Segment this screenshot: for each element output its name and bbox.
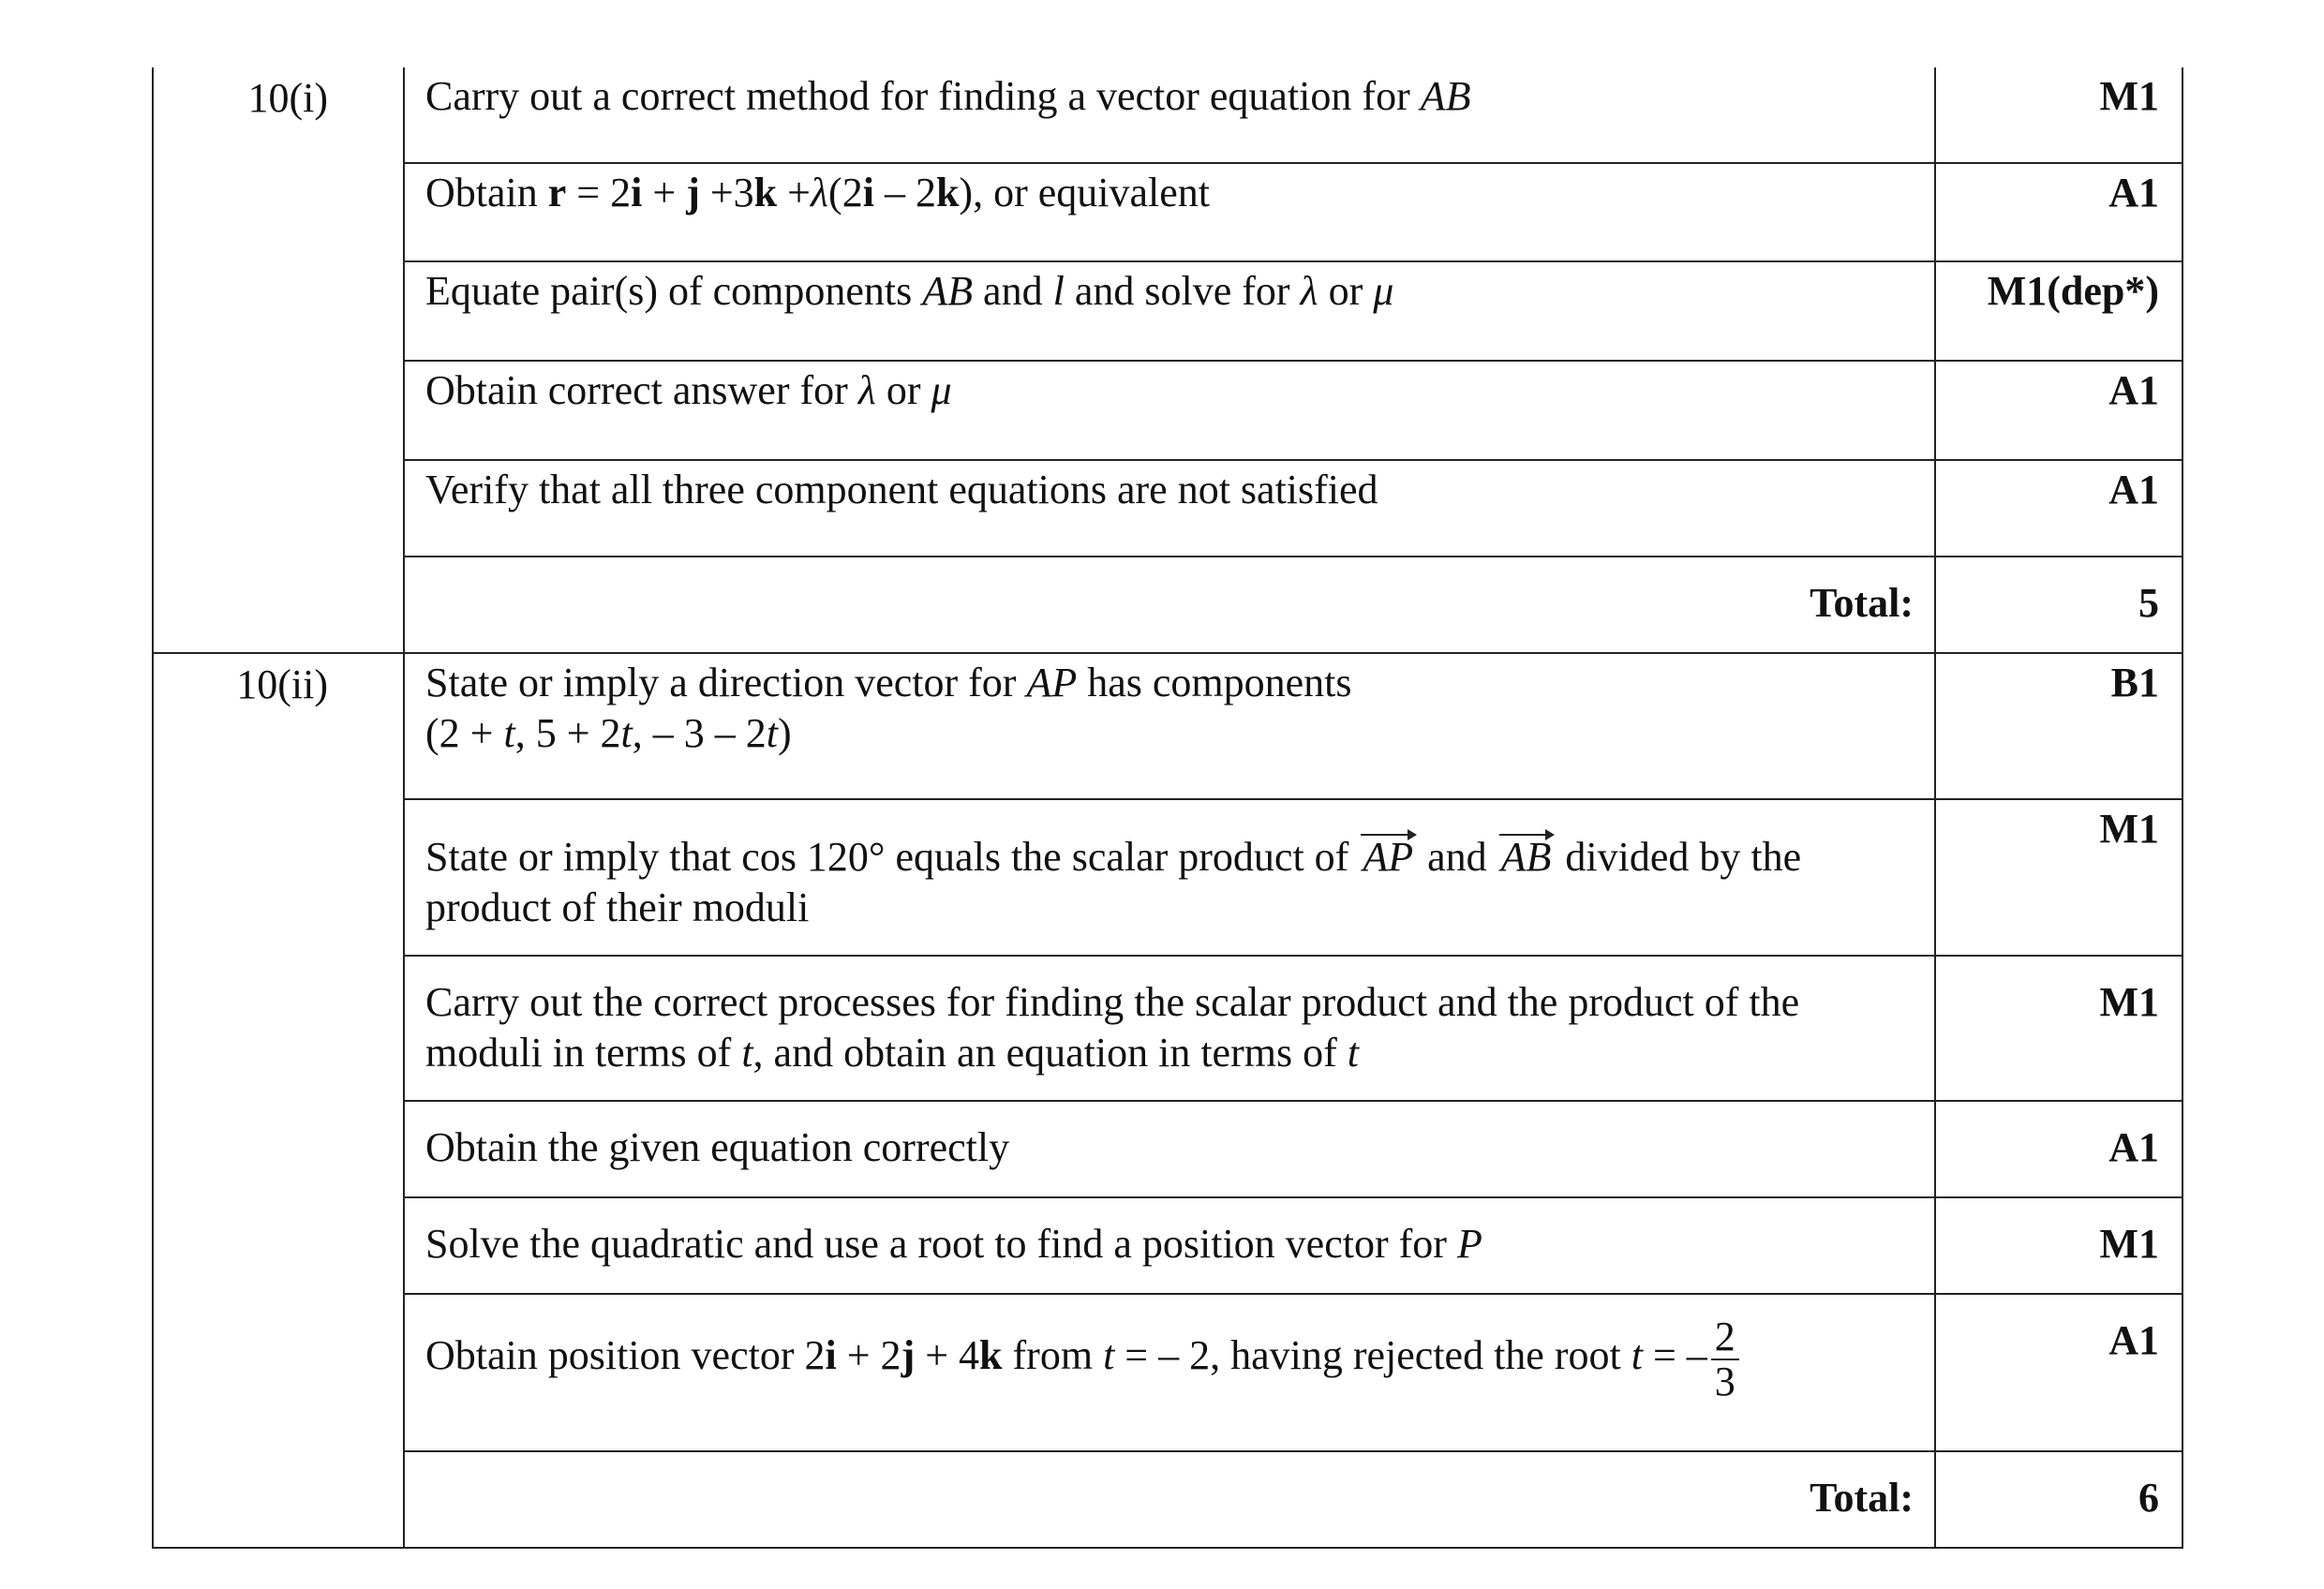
mark-code: B1	[1935, 653, 2182, 799]
total-row	[153, 1451, 2182, 1548]
total-marks: 5	[1935, 557, 2182, 653]
mark-scheme-table	[152, 67, 2183, 1549]
mark-code: M1(dep*)	[1935, 261, 2182, 361]
table-row	[153, 361, 2182, 460]
mark-scheme	[152, 67, 2182, 1549]
question-number: 10(ii)	[153, 653, 404, 1548]
total-row	[153, 557, 2182, 653]
criterion-text: Obtain position vector 2i + 2j + 4k from t = – 2, having rejected the root t = – $\frac{2}{3}$	[404, 1294, 1935, 1451]
table-row	[153, 261, 2182, 361]
table-row	[153, 67, 2182, 163]
mark-code: M1	[1935, 1197, 2182, 1294]
criterion-text: Carry out the correct processes for finding the scalar product and the product of the moduli in terms of t, and obtain an equation in terms of t	[404, 956, 1935, 1101]
criterion-text: Solve the quadratic and use a root to find a position vector for P	[404, 1197, 1935, 1294]
mark-code: A1	[1935, 361, 2182, 460]
table-row	[153, 163, 2182, 261]
mark-code: M1	[1935, 67, 2182, 163]
criterion-text: Obtain the given equation correctly	[404, 1101, 1935, 1197]
criterion-text: State or imply that cos 120° equals the scalar product of AP and AB divided by the product of their moduli	[404, 799, 1935, 956]
vector-ap: AP	[1359, 832, 1417, 883]
question-number: 10(i)	[153, 67, 404, 653]
mark-code: A1	[1935, 163, 2182, 261]
criterion-text: Obtain correct answer for λ or μ	[404, 361, 1935, 460]
table-row	[153, 956, 2182, 1101]
fraction-two-thirds: $\frac{2}{3}$	[1711, 1315, 1739, 1403]
criterion-text: State or imply a direction vector for AP has components (2 + t, 5 + 2t, – 3 – 2t)	[404, 653, 1935, 799]
criterion-text: Verify that all three component equations are not satisfied	[404, 460, 1935, 557]
mark-code: A1	[1935, 1294, 2182, 1451]
total-marks: 6	[1935, 1451, 2182, 1548]
vector-ab: AB	[1497, 832, 1556, 883]
criterion-text: Carry out a correct method for finding a vector equation for AB	[404, 67, 1935, 163]
table-row	[153, 460, 2182, 557]
criterion-text: Obtain r = 2i + j +3k +λ(2i – 2k), or equivalent	[404, 163, 1935, 261]
mark-code: A1	[1935, 460, 2182, 557]
table-row	[153, 799, 2182, 956]
mark-code: M1	[1935, 956, 2182, 1101]
criterion-text: Equate pair(s) of components AB and l and solve for λ or μ	[404, 261, 1935, 361]
mark-code: A1	[1935, 1101, 2182, 1197]
total-label: Total:	[404, 557, 1935, 653]
table-row	[153, 1294, 2182, 1451]
table-row	[153, 1101, 2182, 1197]
table-row	[153, 653, 2182, 799]
table-row	[153, 1197, 2182, 1294]
mark-code: M1	[1935, 799, 2182, 956]
total-label: Total:	[404, 1451, 1935, 1548]
